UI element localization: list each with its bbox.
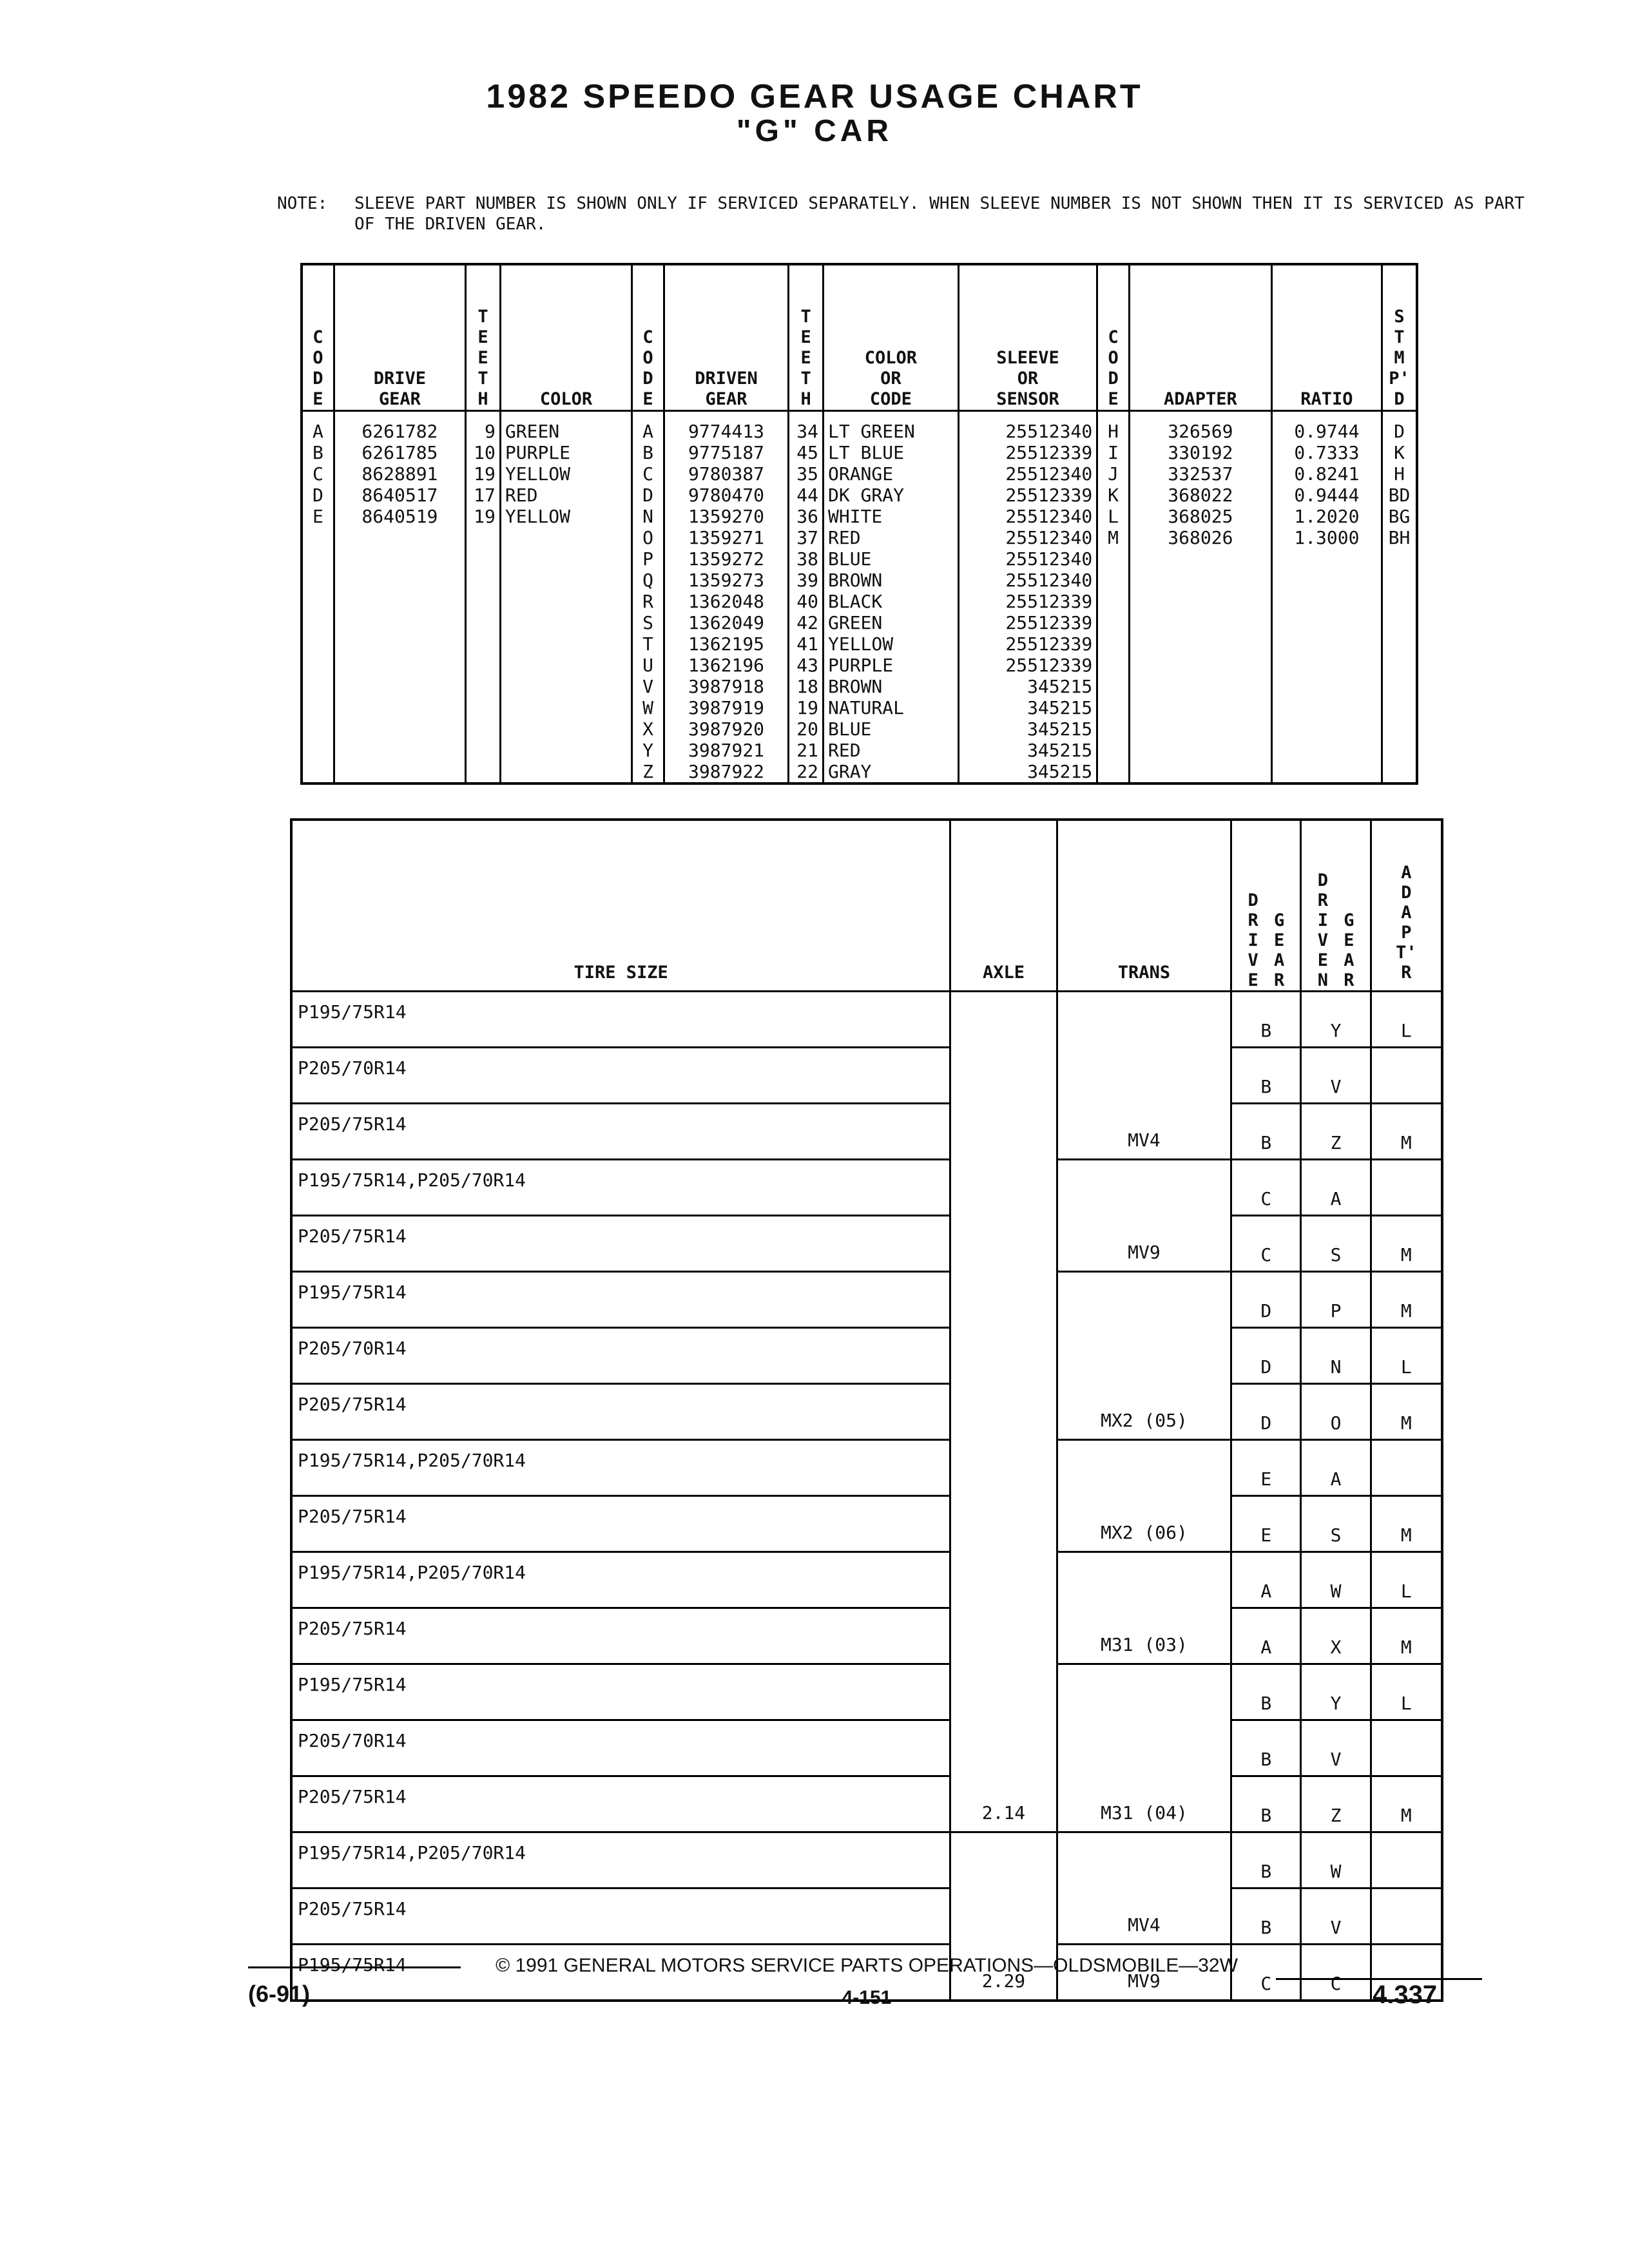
- header-driven-gear-line1: D R I V E N: [1317, 870, 1328, 990]
- tire-size: P205/75R14: [291, 1608, 950, 1664]
- tire-size: P205/75R14: [291, 1888, 950, 1945]
- tire-size: P205/70R14: [291, 1328, 950, 1384]
- adapter-code: M: [1371, 1384, 1442, 1440]
- driven-gear-code: A: [1301, 1160, 1371, 1216]
- sleeve-numbers: 25512340 25512339 25512340 25512339 25512340 25512340 25512340 25512340 25512339 25512339 25512339 25512339 345215 345215 345215 345215 345215: [958, 411, 1097, 784]
- trans-value: MV4: [1057, 992, 1231, 1160]
- adapter-code: [1371, 1888, 1442, 1945]
- driven-gear-code: V: [1301, 1888, 1371, 1945]
- table-row: [291, 1776, 1442, 1832]
- header-stamped: S T M P' D: [1382, 264, 1417, 411]
- drive-gear-code: E: [1231, 1440, 1301, 1496]
- tire-size: P195/75R14: [291, 1664, 950, 1720]
- table-row: [291, 1104, 1442, 1160]
- driven-teeth: 34 45 35 44 36 37 38 39 40 42 41 43 18 19 20 21 22: [789, 411, 824, 784]
- adapter-code: L: [1371, 1552, 1442, 1608]
- trans-value: MX2 (05): [1057, 1272, 1231, 1440]
- table-row: [291, 1720, 1442, 1776]
- tire-size: P205/75R14: [291, 1776, 950, 1832]
- table-row: [291, 1440, 1442, 1496]
- drive-gear-code: B: [1231, 1664, 1301, 1720]
- page-code: 4-151: [842, 1987, 892, 2008]
- adapter-code: [1371, 1440, 1442, 1496]
- table-row: [291, 1608, 1442, 1664]
- table-row: [291, 1888, 1442, 1945]
- page-number: 4.337: [1373, 1981, 1438, 2009]
- table-row: [291, 1552, 1442, 1608]
- drive-gears: 6261782 6261785 8628891 8640517 8640519: [334, 411, 465, 784]
- driven-gear-code: S: [1301, 1216, 1371, 1272]
- adapter-stamped: D K H BD BG BH: [1382, 411, 1417, 784]
- driven-gear-code: W: [1301, 1832, 1371, 1888]
- drive-gear-code: A: [1231, 1608, 1301, 1664]
- table-row: [291, 1048, 1442, 1104]
- adapter-code: [1371, 1160, 1442, 1216]
- header-driven-gear: [1301, 820, 1371, 992]
- tire-size: P195/75R14: [291, 1945, 950, 2001]
- driven-colors: LT GREEN LT BLUE ORANGE DK GRAY WHITE RED BLUE BROWN BLACK GREEN YELLOW PURPLE BROWN NATURAL BLUE RED GRAY: [823, 411, 958, 784]
- header-ratio: RATIO: [1271, 264, 1382, 411]
- header-tire-size: TIRE SIZE: [291, 820, 950, 992]
- header-axle: AXLE: [950, 820, 1057, 992]
- drive-gear-code: A: [1231, 1552, 1301, 1608]
- drive-gear-code: D: [1231, 1384, 1301, 1440]
- note-text: SLEEVE PART NUMBER IS SHOWN ONLY IF SERVICED SEPARATELY. WHEN SLEEVE NUMBER IS NOT SHOWN THEN IT IS SERVICED AS PART OF THE DRIVEN GEAR.: [354, 194, 1525, 234]
- header-adapter: A D A P T' R: [1371, 820, 1442, 992]
- table-row: [291, 1216, 1442, 1272]
- copyright: © 1991 GENERAL MOTORS SERVICE PARTS OPERATIONS—OLDSMOBILE—32W: [496, 1955, 1238, 1976]
- header-adapter: ADAPTER: [1129, 264, 1271, 411]
- drive-codes: A B C D E: [302, 411, 334, 784]
- driven-gear-code: O: [1301, 1384, 1371, 1440]
- header-color: COLOR: [500, 264, 631, 411]
- tire-size: P205/70R14: [291, 1720, 950, 1776]
- tire-size: P195/75R14,P205/70R14: [291, 1160, 950, 1216]
- header-driven-gear: DRIVEN GEAR: [664, 264, 788, 411]
- driven-gear-code: A: [1301, 1440, 1371, 1496]
- drive-gear-code: C: [1231, 1160, 1301, 1216]
- trans-value: MV9: [1057, 1945, 1231, 2001]
- adapter-code: M: [1371, 1608, 1442, 1664]
- header-drive-gear: [1231, 820, 1301, 992]
- trans-value: MV9: [1057, 1160, 1231, 1272]
- drive-gear-code: B: [1231, 1832, 1301, 1888]
- adapter-code: M: [1371, 1104, 1442, 1160]
- drive-gear-code: B: [1231, 1888, 1301, 1945]
- adapter-code: M: [1371, 1272, 1442, 1328]
- drive-gear-code: B: [1231, 1104, 1301, 1160]
- driven-gear-code: C: [1301, 1945, 1371, 2001]
- table-row: [291, 1496, 1442, 1552]
- page-subtitle: "G" CAR: [736, 114, 893, 148]
- driven-gear-code: Z: [1301, 1104, 1371, 1160]
- tire-size: P195/75R14: [291, 992, 950, 1048]
- driven-gear-code: Y: [1301, 1664, 1371, 1720]
- tire-size: P195/75R14: [291, 1272, 950, 1328]
- header-sleeve-or-sensor: SLEEVE OR SENSOR: [958, 264, 1097, 411]
- driven-gear-code: Y: [1301, 992, 1371, 1048]
- adapter-code: M: [1371, 1776, 1442, 1832]
- driven-gear-code: P: [1301, 1272, 1371, 1328]
- revision-date: (6-91): [248, 1981, 311, 2007]
- drive-gear-code: B: [1231, 1720, 1301, 1776]
- adapter-code: M: [1371, 1496, 1442, 1552]
- drive-gear-code: B: [1231, 1776, 1301, 1832]
- tire-size: P205/70R14: [291, 1048, 950, 1104]
- drive-gear-code: D: [1231, 1272, 1301, 1328]
- header-code: C O D E: [1097, 264, 1130, 411]
- footer-rule: [248, 1966, 461, 1968]
- footer-rule: [1276, 1978, 1482, 1980]
- driven-gears: 9774413 9775187 9780387 9780470 1359270 1359271 1359272 1359273 1362048 1362049 1362195 1362196 3987918 3987919 3987920 3987921 3987922: [664, 411, 788, 784]
- driven-codes: A B C D N O P Q R S T U V W X Y Z: [632, 411, 664, 784]
- header-drive-gear-line2: G E A R: [1273, 910, 1285, 990]
- drive-gear-code: B: [1231, 1048, 1301, 1104]
- adapter-code: [1371, 1048, 1442, 1104]
- table-row: [291, 992, 1442, 1048]
- adapter-ratios: 0.9744 0.7333 0.8241 0.9444 1.2020 1.3000: [1271, 411, 1382, 784]
- driven-gear-code: S: [1301, 1496, 1371, 1552]
- drive-teeth: 9 10 19 17 19: [466, 411, 501, 784]
- trans-value: MX2 (06): [1057, 1440, 1231, 1552]
- header-drive-gear: DRIVE GEAR: [334, 264, 465, 411]
- trans-value: M31 (04): [1057, 1664, 1231, 1832]
- drive-gear-code: D: [1231, 1328, 1301, 1384]
- gear-table-header: [302, 264, 1417, 411]
- header-color-or-code: COLOR OR CODE: [823, 264, 958, 411]
- header-code: C O D E: [632, 264, 664, 411]
- header-drive-gear-line1: D R I V E: [1248, 890, 1258, 990]
- gear-table: [300, 263, 1418, 785]
- axle-value: 2.14: [950, 992, 1057, 1832]
- adapter-code: [1371, 1720, 1442, 1776]
- drive-gear-code: C: [1231, 1945, 1301, 2001]
- usage-table: [290, 818, 1443, 2002]
- driven-gear-code: Z: [1301, 1776, 1371, 1832]
- driven-gear-code: N: [1301, 1328, 1371, 1384]
- table-row: [291, 1832, 1442, 1888]
- drive-gear-code: E: [1231, 1496, 1301, 1552]
- table-row: [291, 1328, 1442, 1384]
- driven-gear-code: W: [1301, 1552, 1371, 1608]
- trans-value: M31 (03): [1057, 1552, 1231, 1664]
- driven-gear-code: V: [1301, 1048, 1371, 1104]
- header-driven-gear-line2: G E A R: [1344, 910, 1354, 990]
- trans-value: MV4: [1057, 1832, 1231, 1945]
- adapter-code: L: [1371, 992, 1442, 1048]
- header-trans: TRANS: [1057, 820, 1231, 992]
- driven-gear-code: X: [1301, 1608, 1371, 1664]
- adapter-code: L: [1371, 1328, 1442, 1384]
- adapter-codes: H I J K L M: [1097, 411, 1130, 784]
- note-label: NOTE:: [277, 194, 328, 213]
- tire-size: P195/75R14,P205/70R14: [291, 1552, 950, 1608]
- header-teeth: T E E T H: [789, 264, 824, 411]
- table-row: [291, 1272, 1442, 1328]
- table-row: [291, 1664, 1442, 1720]
- tire-size: P205/75R14: [291, 1384, 950, 1440]
- driven-gear-code: V: [1301, 1720, 1371, 1776]
- axle-value: 2.29: [950, 1832, 1057, 2001]
- tire-size: P205/75R14: [291, 1104, 950, 1160]
- adapter-code: L: [1371, 1664, 1442, 1720]
- header-teeth: T E E T H: [466, 264, 501, 411]
- adapter-code: M: [1371, 1216, 1442, 1272]
- tire-size: P205/75R14: [291, 1496, 950, 1552]
- page-title: 1982 SPEEDO GEAR USAGE CHART: [486, 78, 1143, 115]
- drive-colors: GREEN PURPLE YELLOW RED YELLOW: [500, 411, 631, 784]
- adapter-numbers: 326569 330192 332537 368022 368025 368026: [1129, 411, 1271, 784]
- tire-size: P205/75R14: [291, 1216, 950, 1272]
- usage-table-header: [291, 820, 1442, 992]
- gear-table-body: [302, 411, 1417, 784]
- table-row: [291, 1160, 1442, 1216]
- drive-gear-code: B: [1231, 992, 1301, 1048]
- drive-gear-code: C: [1231, 1216, 1301, 1272]
- header-code: C O D E: [302, 264, 334, 411]
- tire-size: P195/75R14,P205/70R14: [291, 1440, 950, 1496]
- adapter-code: [1371, 1832, 1442, 1888]
- table-row: [291, 1384, 1442, 1440]
- tire-size: P195/75R14,P205/70R14: [291, 1832, 950, 1888]
